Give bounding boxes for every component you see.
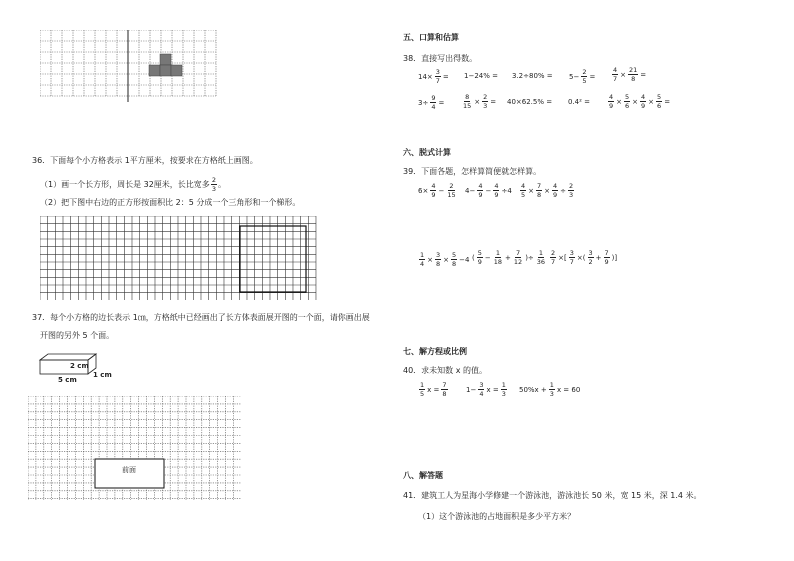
section-8-heading: 八、解答题 [403,471,443,480]
q39-expr-4: $\frac{1}{4}$ × $\frac{3}{8}$ × $\frac{5}{8}$ −4 [420,251,470,268]
q39-expr-3: $\frac{4}{5}$ × $\frac{7}{8}$ × $\frac{4}{9}$ ÷ $\frac{2}{3}$ [521,182,574,199]
q41-stem: 41．建筑工人为星海小学修建一个游泳池，游泳池长 50 米，宽 15 米，深 1.4 米。 [403,491,702,500]
dim-top: 2 cm [70,362,89,370]
q39-expr-1: 6× $\frac{4}{9}$ − $\frac{2}{15}$ [418,182,456,199]
q38-expr-5: $\frac{4}{7}$ × $\frac{21}{8}$ = [613,66,647,83]
q40-expr-1: $\frac{1}{5}$ x = $\frac{7}{8}$ [420,381,447,398]
q37-stem-1: 37．每个小方格的边长表示 1㎝，方格纸中已经画出了长方体表面展开图的一个面，请你画出展 [32,313,370,322]
top-grid [40,30,220,102]
dim-bottom: 5 cm [58,376,77,384]
q36-stem: 36．下面每个小方格表示 1平方厘米，按要求在方格纸上画图。 [32,156,258,165]
q40-stem: 40．求未知数 x 的值。 [403,366,487,375]
q39-expr-2: 4− $\frac{4}{9}$ − $\frac{4}{9}$ ÷4 [465,182,512,199]
q38-expr-3: 3.2÷80% = [512,72,553,80]
q39-stem: 39．下面各题，怎样算简便就怎样算。 [403,167,542,176]
q41-part1: （1）这个游泳池的占地面积是多少平方米？ [418,512,576,521]
q38-expr-2: 1−24% = [464,72,498,80]
dim-side: 1 cm [93,371,112,379]
section-7-heading: 七、解方程或比例 [403,347,467,356]
gray-shape [149,54,182,76]
q38-expr-8: 40×62.5% = [507,98,553,106]
q38-stem: 38．直接写出得数。 [403,54,478,63]
cuboid-figure [38,350,98,378]
section-6-heading: 六、脱式计算 [403,148,451,157]
q40-expr-2: 1− $\frac{3}{4}$ x = $\frac{1}{3}$ [466,381,506,398]
q38-expr-10: $\frac{4}{9}$ × $\frac{5}{6}$ × $\frac{4}{9}$ × $\frac{5}{6}$ = [609,93,671,110]
q37-stem-2: 开图的另外 5 个面。 [40,331,115,340]
q40-expr-3: 50%x + $\frac{1}{3}$ x = 60 [519,381,581,398]
q38-expr-1: 14× $\frac{3}{7}$ = [418,68,449,85]
q38-expr-6: 3÷ $\frac{9}{4}$ = [418,94,445,111]
q36-grid [40,216,320,302]
fraction: $\frac{2}{3}$ [211,176,216,193]
q39-expr-5: ( $\frac{5}{9}$ − $\frac{1}{18}$ + $\frac{7}{12}$ )÷ $\frac{1}{36}$ [472,249,546,266]
q38-expr-9: 0.4² = [568,98,591,106]
q38-expr-7: $\frac{8}{15}$ × $\frac{2}{3}$ = [463,93,497,110]
front-label: 前面 [122,466,136,474]
q38-expr-4: 5− $\frac{2}{5}$ = [569,68,596,85]
q36-part1: （1）画一个长方形，周长是 32厘米，长比宽多 $\frac{2}{3}$ 。 [40,176,226,193]
q36-part2: （2）把下图中右边的正方形按面积比 2：5 分成一个三角形和一个梯形。 [40,198,301,207]
q39-expr-6: $\frac{2}{7}$ ×[ $\frac{3}{7}$ ×( $\frac{3}{2}$ + $\frac{7}{9}$ )] [551,249,618,266]
square [240,226,306,292]
section-5-heading: 五、口算和估算 [403,33,459,42]
q37-grid [28,396,244,502]
